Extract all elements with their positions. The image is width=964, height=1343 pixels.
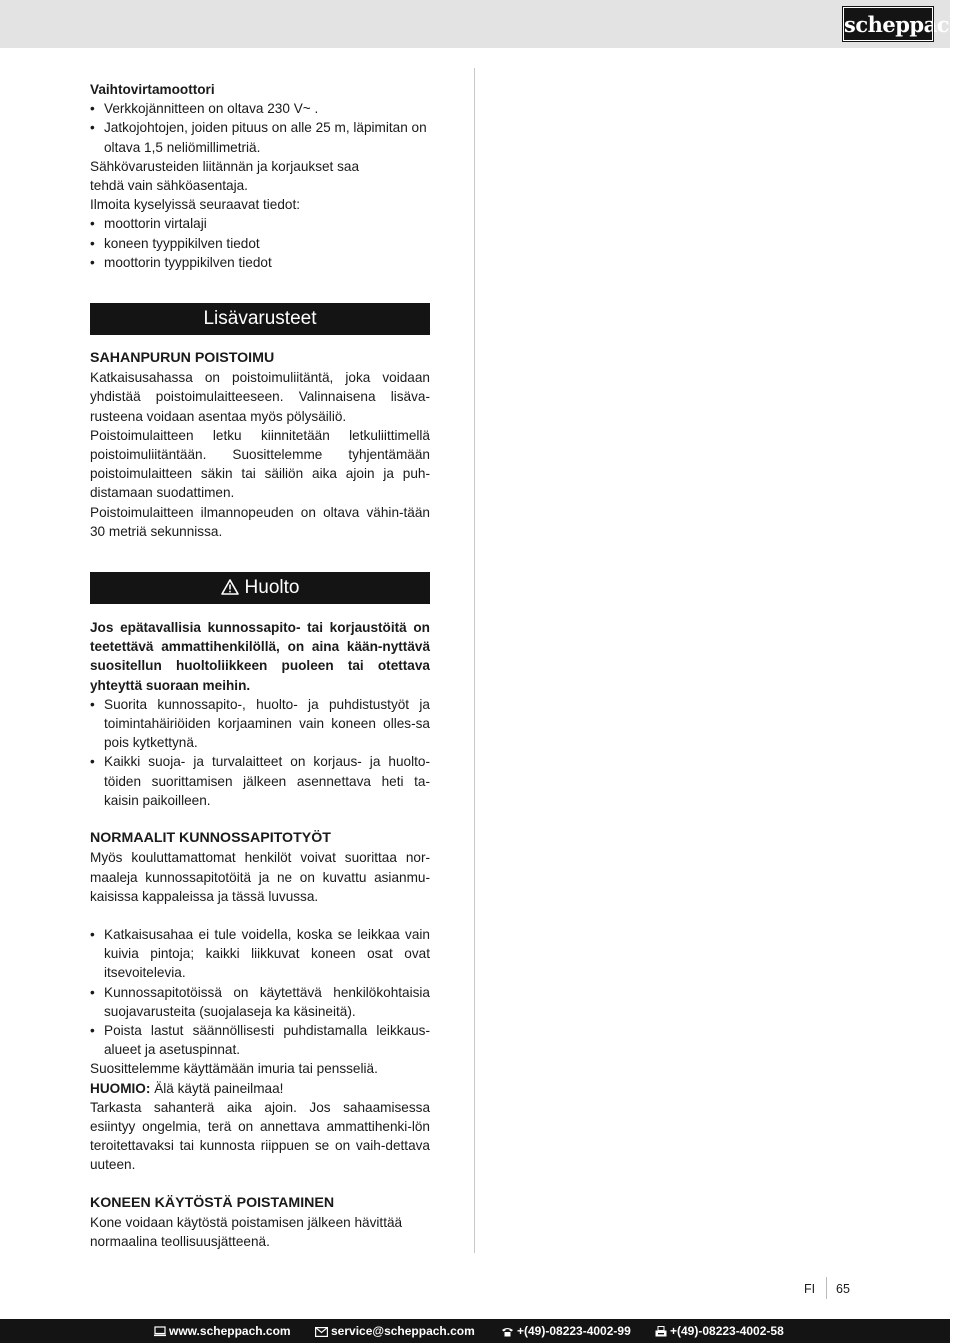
banner-title: Huolto	[244, 577, 300, 599]
section-title-normal-maintenance: NORMAALIT KUNNOSSAPITOTYÖT	[90, 830, 331, 847]
header-bar	[0, 0, 964, 48]
footer-bar	[0, 1319, 950, 1343]
footer-email-text: service@scheppach.com	[331, 1324, 475, 1338]
banner-accessories	[90, 303, 430, 335]
list-item: • Verkkojännitteen on oltava 230 V~ .	[90, 99, 430, 118]
paragraph: Katkaisusahassa on poistoimuliitäntä, joka voidaan yhdistää poistoimulaitteeseen. Valinnaisena lisäva-rusteena voidaan asentaa myös pölysäiliö.	[90, 370, 430, 424]
fax-icon	[655, 1326, 667, 1337]
motor-bullets	[90, 99, 430, 157]
footer-phone-text: +(49)-08223-4002-99	[517, 1324, 631, 1338]
maintenance-bullets	[90, 695, 430, 810]
section-title-decommissioning: KONEEN KÄYTÖSTÄ POISTAMINEN	[90, 1194, 335, 1211]
footer-email[interactable]	[315, 1319, 475, 1343]
section-title-ac-motor: Vaihtovirtamoottori	[90, 82, 215, 97]
list-item: • Jatkojohtojen, joiden pituus on alle 25 m, läpimitan on oltava 1,5 neliömillimetriä.	[90, 118, 430, 156]
footer-fax[interactable]	[655, 1319, 784, 1343]
paragraph: Poistoimulaitteen letku kiinnitetään letkuliittimellä poistoimuliitäntään. Suosittelemme tyhjentämään poistoimulaitteen säkin tai säiliön aika ajoin ja puh-distamaan suodattimen.	[90, 427, 430, 501]
computer-icon	[154, 1326, 166, 1337]
page-number: 65	[836, 1282, 850, 1296]
paragraph: Poistoimulaitteen ilmannopeuden on oltava vähin-tään 30 metriä sekunnissa.	[90, 504, 430, 539]
page-language: FI	[804, 1282, 816, 1296]
warning-icon	[221, 579, 239, 595]
page-number-separator	[826, 1277, 827, 1299]
list-item: • Kaikki suoja- ja turvalaitteet on korjaus- ja huolto-töiden suorittamisen jälkeen asennettava heti ta-kaisin paikoilleen.	[90, 752, 430, 810]
footer-fax-text: +(49)-08223-4002-58	[670, 1324, 784, 1338]
note-text: Älä käytä paineilmaa!	[150, 1080, 284, 1096]
list-item: • Suorita kunnossapito-, huolto- ja puhdistustyöt ja toimintahäiriöiden korjaaminen vain koneen olles-sa pois kytkettynä.	[90, 695, 430, 753]
footer-web[interactable]	[154, 1319, 291, 1343]
footer-web-text: www.scheppach.com	[169, 1324, 291, 1338]
note-label: HUOMIO:	[90, 1080, 151, 1096]
list-item: • koneen tyyppikilven tiedot	[90, 234, 430, 253]
list-item: • Poista lastut säännöllisesti puhdistamalla leikkaus-alueet ja asetuspinnat.	[90, 1021, 430, 1059]
section-title-dust-extraction: SAHANPURUN POISTOIMU	[90, 350, 275, 367]
normal-bullets	[90, 925, 430, 1059]
paragraph: Myös kouluttamattomat henkilöt voivat suorittaa nor-maaleja kunnossapitotöitä ja ne on kuvattu asianmu-kaisissa kappaleissa ja tässä luvussa.	[90, 850, 430, 904]
phone-icon	[501, 1327, 514, 1337]
note	[90, 1079, 430, 1098]
list-item: • moottorin tyyppikilven tiedot	[90, 253, 430, 272]
list-item: • Kunnossapitotöissä on käytettävä henkilökohtaisia suojavarusteita (suojalaseja ka käsineitä).	[90, 983, 430, 1021]
scheppach-logo: scheppach	[843, 7, 933, 41]
info-bullets	[90, 214, 430, 272]
paragraph: Tarkasta sahanterä aika ajoin. Jos sahaamisessa esiintyy ongelmia, terä on annettava ammattihenki-lön teroitettavaksi tai kunnosta riippuen se on vaih-dettava uuteen.	[90, 1099, 430, 1173]
envelope-icon	[315, 1327, 328, 1337]
list-item: • Katkaisusahaa ei tule voidella, koska se leikkaa vain kuivia pintoja; kaikki liikkuvat koneen osat ovat itsevoitelevia.	[90, 925, 430, 983]
paragraph: Sähkövarusteiden liitännän ja korjaukset saa tehdä vain sähköasentaja.	[90, 158, 360, 194]
list-item: • moottorin virtalaji	[90, 214, 430, 233]
column-divider	[474, 68, 475, 1253]
maintenance-warning: Jos epätavallisia kunnossapito- tai korjaustöitä on teetettävä ammattihenkilöllä, on aina kään-nyttävä suositellun huoltoliikkeen puoleen tai otettava yhteyttä suoraan meihin.	[90, 620, 430, 693]
paragraph: Suosittelemme käyttämään imuria tai pensseliä.	[90, 1061, 378, 1077]
banner-title: Lisävarusteet	[203, 308, 317, 330]
left-column	[90, 80, 430, 1251]
banner-maintenance	[90, 572, 430, 604]
paragraph: Kone voidaan käytöstä poistamisen jälkeen hävittää normaalina teollisuusjätteenä.	[90, 1214, 403, 1249]
paragraph: Ilmoita kyselyissä seuraavat tiedot:	[90, 197, 301, 213]
footer-phone[interactable]	[501, 1319, 631, 1343]
